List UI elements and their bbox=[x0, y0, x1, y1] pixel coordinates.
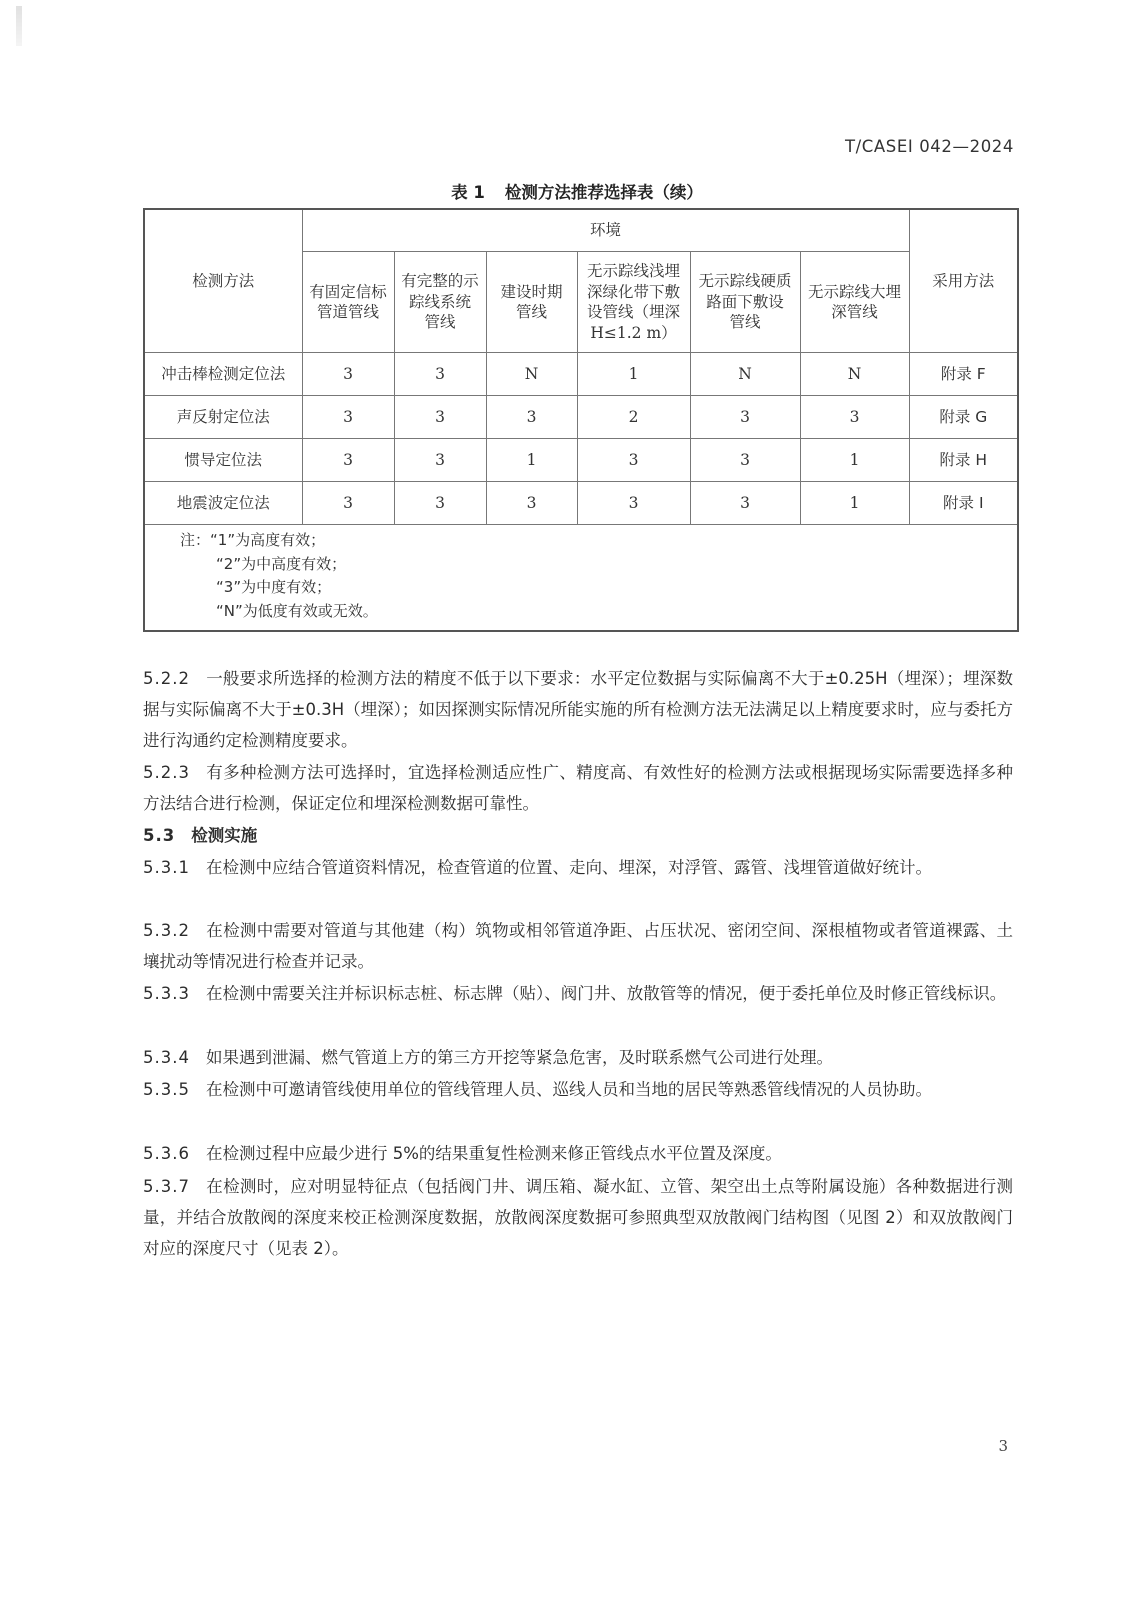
clause-5-3-7: 5.3.7 在检测时，应对明显特征点（包括阀门井、调压箱、凝水缸、立管、架空出土点等附属设施）各种数据进行测量，并结合放散阀的深度来校正检测深度数据，放散阀深度数据可参照典型双放散阀门结构图（见图 2）和双放散阀门对应的深度尺寸（见表 2）。 bbox=[143, 1177, 1013, 1258]
table-title-text: 检测方法推荐选择表（续） bbox=[504, 183, 703, 202]
appendix-cell: 附录 F bbox=[909, 353, 1018, 396]
header-env-line: 深绿化带下敷 bbox=[586, 282, 680, 301]
appendix-cell: 附录 H bbox=[909, 439, 1018, 482]
rating-cell: 2 bbox=[577, 396, 690, 439]
rating-cell: 3 bbox=[302, 396, 394, 439]
rating-cell: 3 bbox=[394, 439, 486, 482]
rating-cell: 3 bbox=[394, 396, 486, 439]
rating-cell: 3 bbox=[577, 439, 690, 482]
header-env-line: H≤1.2 m） bbox=[590, 323, 677, 342]
appendix-cell: 附录 G bbox=[909, 396, 1018, 439]
clause-5-3-6: 5.3.6 在检测过程中应最少进行 5%的结果重复性检测来修正管线点水平位置及深度。 bbox=[143, 1144, 782, 1163]
rating-cell: 1 bbox=[486, 439, 577, 482]
header-env-line: 管道管线 bbox=[316, 303, 379, 321]
header-env-line: 踪线系统 bbox=[408, 292, 471, 311]
rating-cell: 3 bbox=[394, 482, 486, 525]
header-env-line: 设管线（埋深 bbox=[586, 303, 680, 321]
rating-cell: 3 bbox=[486, 396, 577, 439]
rating-cell: 3 bbox=[394, 353, 486, 396]
rating-cell: 3 bbox=[302, 482, 394, 525]
table-title bbox=[0, 179, 1130, 203]
header-env-column bbox=[302, 252, 394, 353]
rating-cell: 3 bbox=[302, 439, 394, 482]
table-row bbox=[144, 396, 1018, 439]
rating-cell: 3 bbox=[690, 396, 800, 439]
table-row bbox=[144, 439, 1018, 482]
appendix-cell: 附录 I bbox=[909, 482, 1018, 525]
note-line: “N”为低度有效或无效。 bbox=[216, 601, 378, 620]
header-env-line: 无示踪线大埋 bbox=[808, 282, 902, 301]
rating-cell: 3 bbox=[577, 482, 690, 525]
header-env-column bbox=[394, 252, 486, 353]
rating-cell: 1 bbox=[800, 439, 909, 482]
section-5-3-heading: 5.3 检测实施 bbox=[143, 826, 258, 845]
method-name-cell: 地震波定位法 bbox=[144, 482, 302, 525]
header-env-line: 路面下敷设 bbox=[706, 292, 784, 311]
header-env-line: 有固定信标 bbox=[309, 282, 387, 301]
header-env-line: 有完整的示 bbox=[401, 272, 479, 291]
clause-5-3-4: 5.3.4 如果遇到泄漏、燃气管道上方的第三方开挖等紧急危害，及时联系燃气公司进行处理。 bbox=[143, 1048, 833, 1067]
page-number: 3 bbox=[998, 1437, 1008, 1455]
method-name-cell: 声反射定位法 bbox=[144, 396, 302, 439]
clause-5-2-3: 5.2.3 有多种检测方法可选择时，宜选择检测适应性广、精度高、有效性好的检测方法或根据现场实际需要选择多种方法结合进行检测，保证定位和埋深检测数据可靠性。 bbox=[143, 763, 1013, 813]
note-line: 注：“1”为高度有效； bbox=[180, 531, 326, 549]
table-number: 表 1 bbox=[451, 183, 485, 202]
rating-cell: 3 bbox=[690, 482, 800, 525]
rating-cell: 3 bbox=[800, 396, 909, 439]
clause-5-2-2: 5.2.2 一般要求所选择的检测方法的精度不低于以下要求：水平定位数据与实际偏离不大于±0.25H（埋深）；埋深数据与实际偏离不大于±0.3H（埋深）；如因探测实际情况所能实施的所有检测方法无法满足以上精度要求时，应与委托方进行沟通约定检测精度要求。 bbox=[143, 669, 1013, 750]
header-method: 检测方法 bbox=[144, 209, 302, 353]
scan-artifact bbox=[16, 6, 22, 46]
method-name-cell: 冲击棒检测定位法 bbox=[144, 353, 302, 396]
rating-cell: 1 bbox=[800, 482, 909, 525]
header-environment: 环境 bbox=[302, 209, 909, 252]
header-env-line: 管线 bbox=[729, 313, 761, 332]
clause-5-3-5: 5.3.5 在检测中可邀请管线使用单位的管线管理人员、巡线人员和当地的居民等熟悉管线情况的人员协助。 bbox=[143, 1080, 932, 1099]
table-notes bbox=[144, 525, 1018, 632]
note-line: “2”为中高度有效； bbox=[216, 554, 347, 573]
header-env-line: 深管线 bbox=[831, 303, 878, 321]
rating-cell: N bbox=[690, 353, 800, 396]
method-selection-table bbox=[143, 208, 1019, 632]
clause-5-3-2: 5.3.2 在检测中需要对管道与其他建（构）筑物或相邻管道净距、占压状况、密闭空间、深根植物或者管道裸露、土壤扰动等情况进行检查并记录。 bbox=[143, 921, 1013, 971]
header-env-line: 无示踪线浅埋 bbox=[586, 262, 680, 280]
clause-5-3-3: 5.3.3 在检测中需要关注并标识标志桩、标志牌（贴）、阀门井、放散管等的情况，便于委托单位及时修正管线标识。 bbox=[143, 984, 1007, 1003]
note-line: “3”为中度有效； bbox=[216, 578, 332, 596]
header-env-column bbox=[486, 252, 577, 353]
rating-cell: 3 bbox=[302, 353, 394, 396]
header-env-line: 管线 bbox=[424, 313, 456, 332]
rating-cell: N bbox=[486, 353, 577, 396]
clause-5-3-1: 5.3.1 在检测中应结合管道资料情况，检查管道的位置、走向、埋深，对浮管、露管、浅埋管道做好统计。 bbox=[143, 858, 932, 877]
rating-cell: 3 bbox=[690, 439, 800, 482]
rating-cell: 3 bbox=[486, 482, 577, 525]
rating-cell: N bbox=[800, 353, 909, 396]
standard-code: T/CASEI 042—2024 bbox=[844, 137, 1014, 156]
header-env-column bbox=[577, 252, 690, 353]
table-row bbox=[144, 482, 1018, 525]
header-env-column bbox=[800, 252, 909, 353]
rating-cell: 1 bbox=[577, 353, 690, 396]
header-env-line: 管线 bbox=[515, 303, 547, 321]
table-row bbox=[144, 353, 1018, 396]
header-adopted-method: 采用方法 bbox=[909, 209, 1018, 353]
header-env-column bbox=[690, 252, 800, 353]
header-env-line: 无示踪线硬质 bbox=[698, 272, 792, 291]
method-name-cell: 惯导定位法 bbox=[144, 439, 302, 482]
header-env-line: 建设时期 bbox=[500, 282, 563, 301]
